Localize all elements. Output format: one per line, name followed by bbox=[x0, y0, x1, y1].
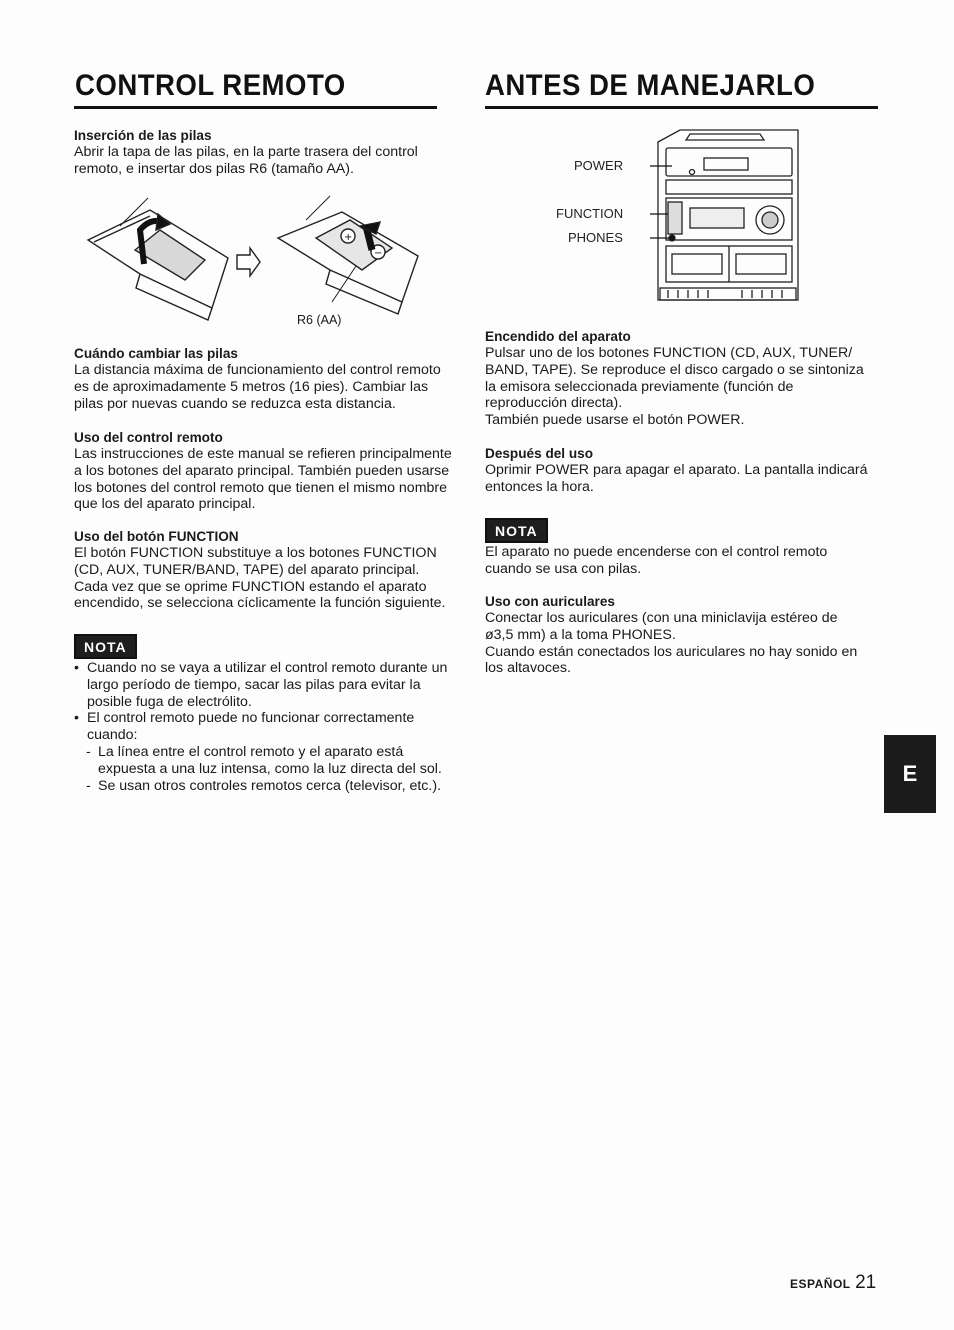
section-headphones bbox=[485, 594, 880, 677]
section-battery-insertion bbox=[74, 128, 459, 178]
phones-jack-icon bbox=[669, 235, 675, 241]
section-body: Conectar los auriculares (con una miniclavija estéreo de ø3,5 mm) a la toma PHONES. Cuando están conectados los auriculares no hay sonido en los altavoces. bbox=[485, 610, 858, 677]
section-body: La distancia máxima de funcionamiento del control remoto es de aproximadamente 5 metros (16 pies). Cambiar las pilas por nuevas cuando se reduzca esta distancia. bbox=[74, 362, 441, 412]
note-subitem: - Se usan otros controles remotos cerca (televisor, etc.). bbox=[86, 777, 442, 794]
nota-badge-left bbox=[74, 634, 137, 659]
stereo-unit-illustration bbox=[650, 128, 805, 313]
phones-callout: PHONES bbox=[568, 230, 623, 245]
nota-label: NOTA bbox=[74, 634, 137, 659]
right-title: ANTES DE MANEJARLO bbox=[485, 69, 816, 102]
left-title: CONTROL REMOTO bbox=[75, 69, 346, 102]
nota-label: NOTA bbox=[485, 518, 548, 543]
left-title-rule bbox=[74, 106, 437, 109]
section-function-button bbox=[74, 529, 459, 612]
notes-list-left bbox=[74, 660, 464, 794]
nota-text-right: El aparato no puede encenderse con el control remoto cuando se usa con pilas. bbox=[485, 544, 828, 577]
note-item: • El control remoto puede no funcionar correctamente cuando: bbox=[74, 710, 415, 744]
function-button-icon bbox=[668, 202, 682, 234]
section-body: Oprimir POWER para apagar el aparato. La pantalla indicará entonces la hora. bbox=[485, 462, 868, 495]
section-body: Abrir la tapa de las pilas, en la parte trasera del control remoto, e insertar dos pilas R6 (tamaño AA). bbox=[74, 144, 418, 177]
section-power-on bbox=[485, 329, 880, 429]
footer-language: ESPAÑOL bbox=[790, 1277, 851, 1291]
next-step-arrow-icon bbox=[237, 248, 260, 276]
section-when-to-replace bbox=[74, 346, 459, 412]
display-icon bbox=[704, 158, 748, 170]
remote-batteries-icon bbox=[278, 196, 418, 314]
section-heading: Encendido del aparato bbox=[485, 329, 631, 344]
nota-badge-right bbox=[485, 518, 548, 543]
section-after-use bbox=[485, 446, 880, 496]
svg-text:−: − bbox=[374, 248, 383, 259]
section-body: Pulsar uno de los botones FUNCTION (CD, AUX, TUNER/ BAND, TAPE). Se reproduce el disco cargado o se sintoniza la emisora seleccionada previamente (función de reproducción directa). También puede usarse el botón POWER. bbox=[485, 345, 864, 429]
section-heading: Inserción de las pilas bbox=[74, 128, 212, 143]
power-callout: POWER bbox=[574, 158, 624, 173]
section-heading: Uso del botón FUNCTION bbox=[74, 529, 239, 544]
section-heading: Después del uso bbox=[485, 446, 594, 461]
section-heading: Uso del control remoto bbox=[74, 430, 223, 445]
page-footer bbox=[790, 1272, 876, 1294]
remote-back-open-icon bbox=[88, 198, 228, 320]
note-subitem: - La línea entre el control remoto y el aparato está expuesta a una luz intensa, como la luz directa del sol. bbox=[86, 743, 442, 777]
section-heading: Cuándo cambiar las pilas bbox=[74, 346, 238, 361]
language-tab: E bbox=[884, 735, 936, 813]
right-title-rule bbox=[485, 106, 878, 109]
section-heading: Uso con auriculares bbox=[485, 594, 615, 609]
section-remote-use bbox=[74, 430, 459, 513]
battery-insertion-illustration bbox=[80, 190, 430, 330]
function-callout: FUNCTION bbox=[556, 206, 624, 221]
page-number: 21 bbox=[855, 1272, 877, 1293]
battery-size-label: R6 (AA) bbox=[297, 313, 342, 327]
svg-text:+: + bbox=[344, 232, 353, 243]
section-body: Las instrucciones de este manual se refieren principalmente a los botones del aparato principal. También pueden usarse los botones del control remoto que tienen el mismo nombre que los del aparato principal. bbox=[74, 446, 452, 513]
note-item: • Cuando no se vaya a utilizar el control remoto durante un largo período de tiempo, sacar las pilas para evitar la posible fuga de electrólito. bbox=[74, 660, 448, 710]
section-body: El botón FUNCTION substituye a los botones FUNCTION (CD, AUX, TUNER/BAND, TAPE) del aparato principal. Cada vez que se oprime FUNCTION estando el aparato encendido, se selecciona cíclicamente la función siguiente. bbox=[74, 545, 446, 612]
